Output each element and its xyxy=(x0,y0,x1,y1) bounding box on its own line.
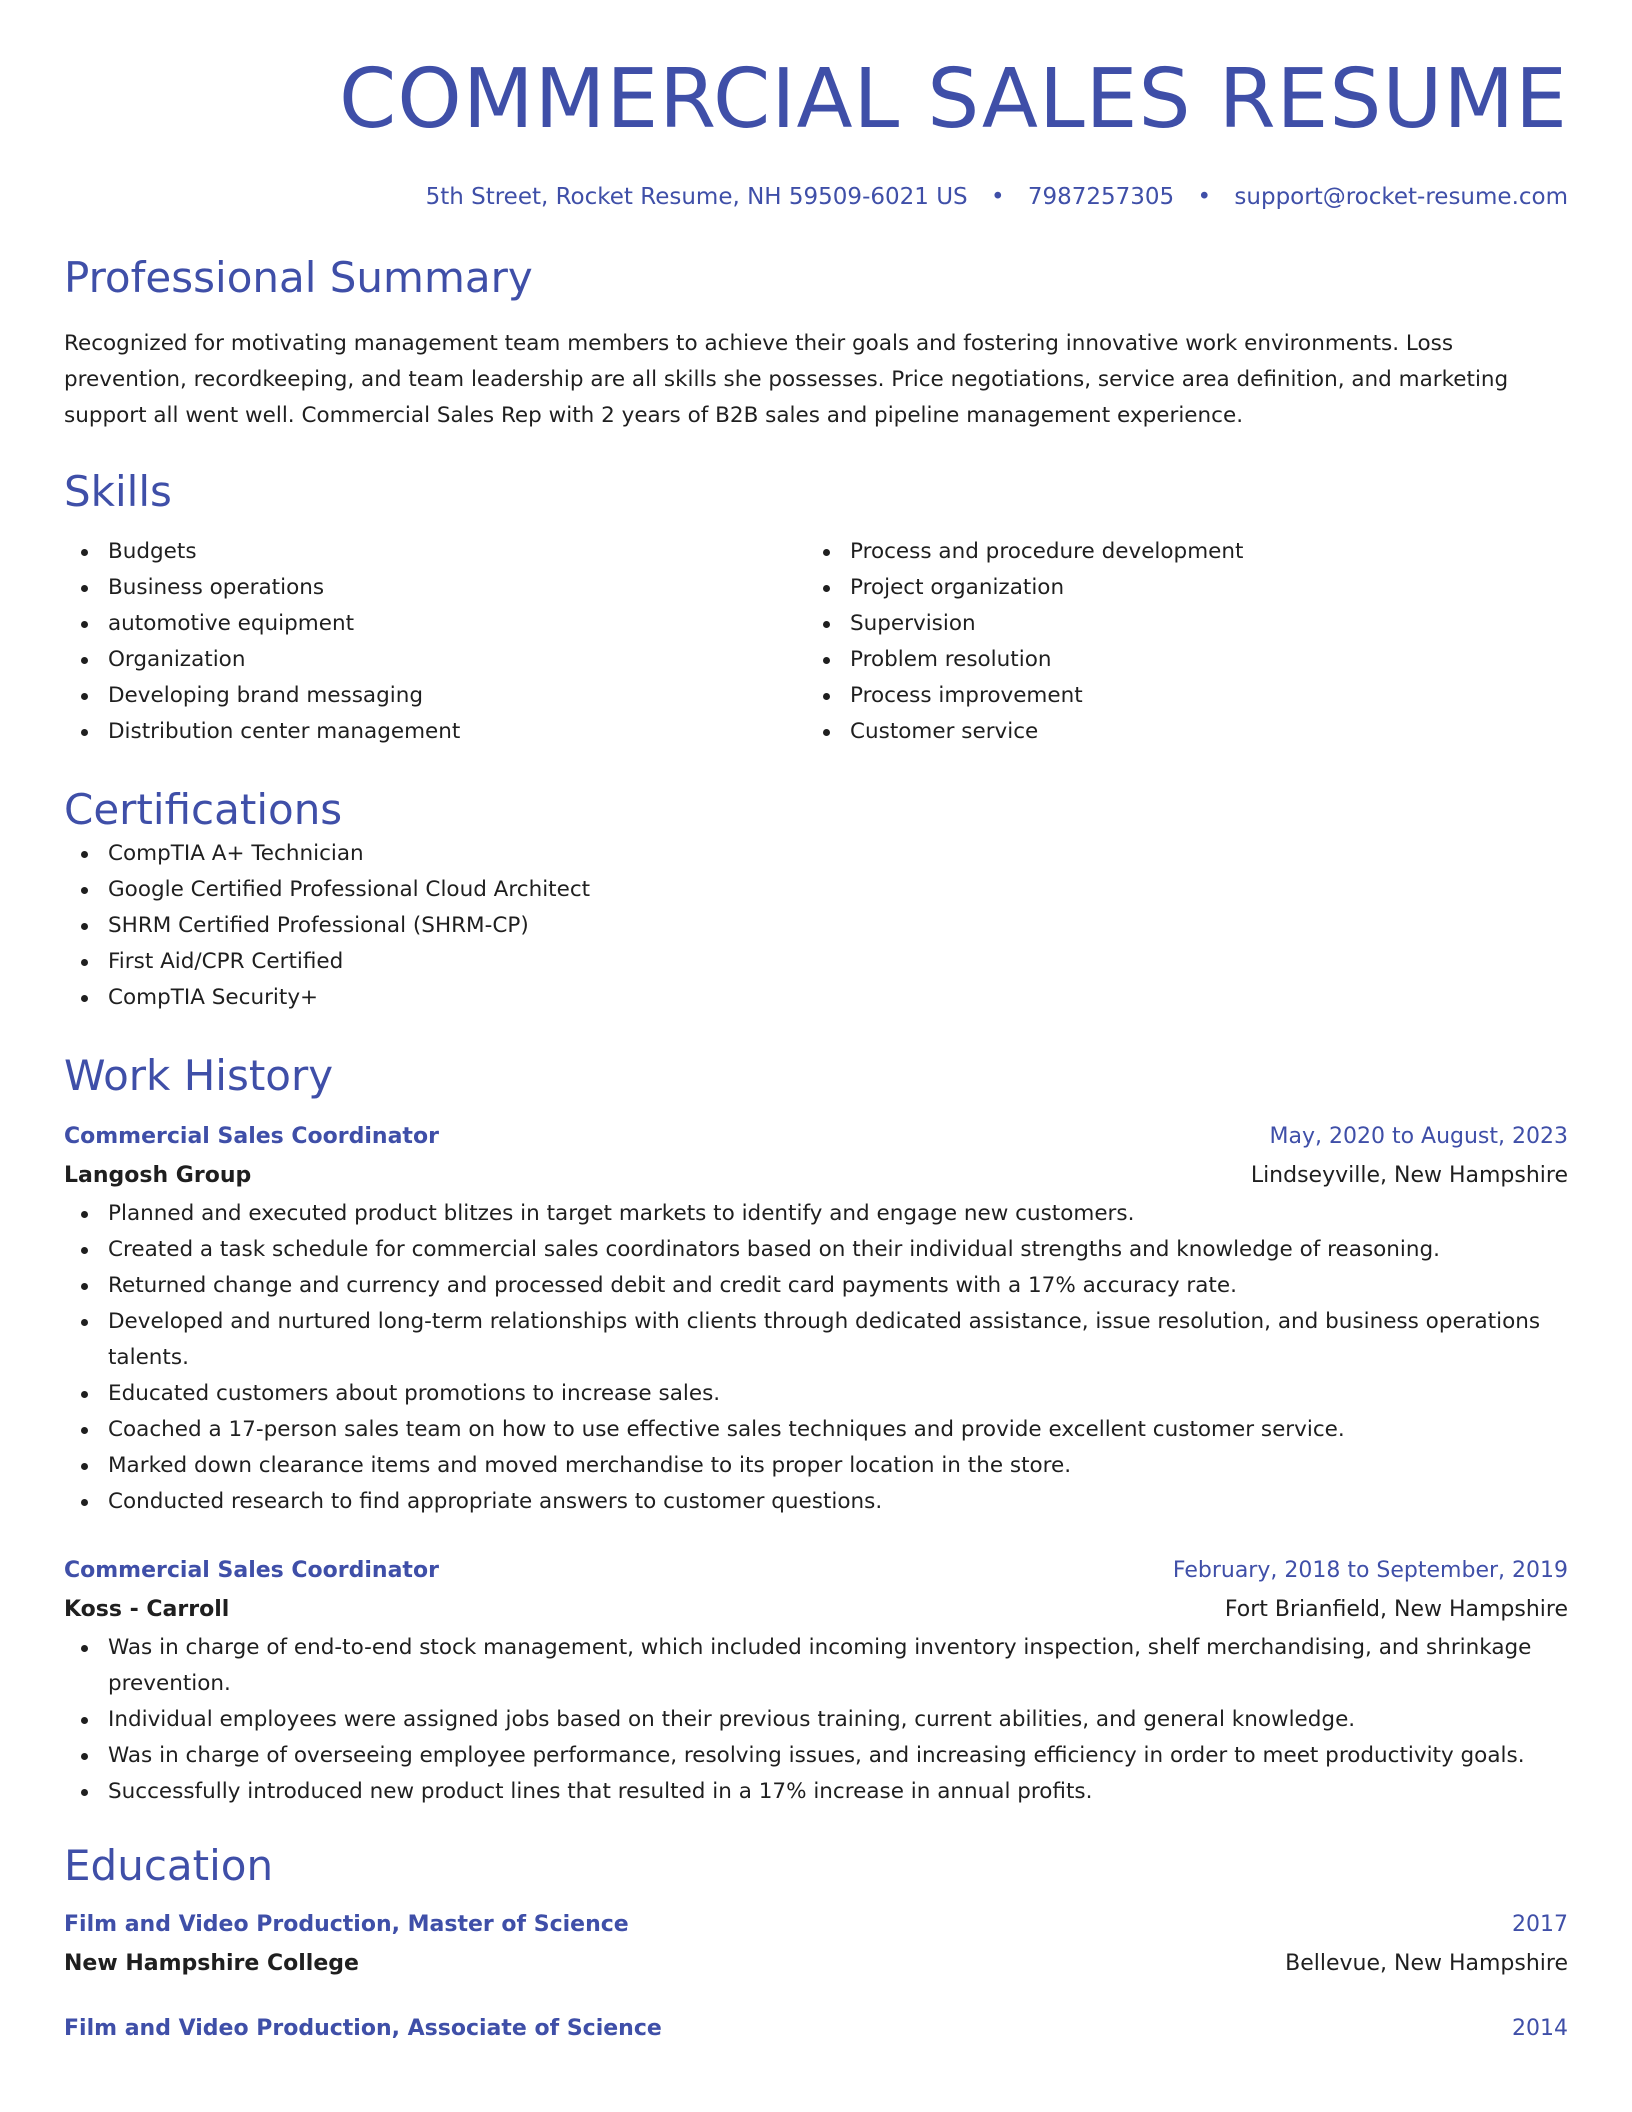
skill-item: Problem resolution xyxy=(806,642,1548,678)
work-history-section xyxy=(64,1050,1568,1810)
section-heading-work-history: Work History xyxy=(64,1051,334,1100)
job-title-row xyxy=(64,1118,1568,1156)
education-degree: Film and Video Production, Master of Science xyxy=(64,1912,629,1937)
duty-item: Successfully introduced new product lines that resulted in a 17% increase in annual profits. xyxy=(64,1774,1568,1810)
duty-item: Developed and nurtured long-term relationships with clients through dedicated assistance, issue resolution, and business operations talents. xyxy=(64,1304,1568,1376)
contact-phone: 7987257305 xyxy=(1027,184,1175,210)
duty-item: Was in charge of end-to-end stock management, which included incoming inventory inspection, shelf merchandising, and shrinkage prevention. xyxy=(64,1630,1568,1702)
duty-item: Was in charge of overseeing employee performance, resolving issues, and increasing efficiency in order to meet productivity goals. xyxy=(64,1738,1568,1774)
contact-separator: • xyxy=(1197,184,1212,210)
education-location: Bellevue, New Hampshire xyxy=(1285,1951,1568,1976)
job-entry xyxy=(64,1552,1568,1810)
education-school-row xyxy=(64,1944,1568,1984)
skill-item: Supervision xyxy=(806,606,1548,642)
job-dates: May, 2020 to August, 2023 xyxy=(1269,1124,1568,1149)
education-entry xyxy=(64,1906,1568,1984)
duty-item: Conducted research to find appropriate answers to customer questions. xyxy=(64,1484,1568,1520)
education-section xyxy=(64,1840,1568,2048)
skill-item: Process and procedure development xyxy=(806,534,1548,570)
certification-item: SHRM Certified Professional (SHRM-CP) xyxy=(64,908,1568,944)
education-degree: Film and Video Production, Associate of Science xyxy=(64,2016,662,2041)
job-title-row xyxy=(64,1552,1568,1590)
section-heading-summary: Professional Summary xyxy=(64,253,533,302)
job-entry xyxy=(64,1118,1568,1520)
section-heading-education: Education xyxy=(64,1841,274,1890)
resume-header xyxy=(64,0,1568,212)
job-duties-list xyxy=(64,1196,1568,1520)
certification-item: Google Certified Professional Cloud Architect xyxy=(64,872,1568,908)
duty-item: Marked down clearance items and moved merchandise to its proper location in the store. xyxy=(64,1448,1568,1484)
duty-item: Individual employees were assigned jobs based on their previous training, current abilities, and general knowledge. xyxy=(64,1702,1568,1738)
education-entry xyxy=(64,2010,1568,2048)
skill-item: Organization xyxy=(64,642,806,678)
certification-item: First Aid/CPR Certified xyxy=(64,944,1568,980)
job-title: Commercial Sales Coordinator xyxy=(64,1124,439,1149)
job-location: Fort Brianfield, New Hampshire xyxy=(1224,1597,1568,1622)
job-company-row xyxy=(64,1590,1568,1630)
skill-item: Project organization xyxy=(806,570,1548,606)
duty-item: Educated customers about promotions to increase sales. xyxy=(64,1376,1568,1412)
education-year: 2017 xyxy=(1512,1912,1568,1937)
summary-text: Recognized for motivating management team members to achieve their goals and fostering innovative work environments. Loss prevention, recordkeeping, and team leadership are all skills she possesses. Price negotiations, service area definition, and marketing support all went well. Commercial Sales Rep with 2 years of B2B sales and pipeline management experience. xyxy=(64,331,1509,428)
duty-item: Planned and executed product blitzes in target markets to identify and engage new customers. xyxy=(64,1196,1568,1232)
job-dates: February, 2018 to September, 2019 xyxy=(1172,1558,1568,1583)
skill-item: Process improvement xyxy=(806,678,1548,714)
job-duties-list xyxy=(64,1630,1568,1810)
contact-address: 5th Street, Rocket Resume, NH 59509-6021 US xyxy=(425,184,968,210)
section-heading-certifications: Certifications xyxy=(64,785,343,834)
duty-item: Created a task schedule for commercial sales coordinators based on their individual strengths and knowledge of reasoning. xyxy=(64,1232,1568,1268)
contact-email: support@rocket-resume.com xyxy=(1234,184,1568,210)
certifications-list xyxy=(64,836,1568,1016)
skill-item: Developing brand messaging xyxy=(64,678,806,714)
skills-columns xyxy=(64,534,1568,750)
skill-item: automotive equipment xyxy=(64,606,806,642)
skill-item: Distribution center management xyxy=(64,714,806,750)
skill-item: Budgets xyxy=(64,534,806,570)
certifications-section xyxy=(64,784,1568,1016)
section-heading-skills: Skills xyxy=(64,467,172,516)
summary-section xyxy=(64,252,1568,434)
education-degree-row xyxy=(64,2010,1568,2048)
skill-item: Business operations xyxy=(64,570,806,606)
job-location: Lindseyville, New Hampshire xyxy=(1250,1163,1568,1188)
education-degree-row xyxy=(64,1906,1568,1944)
skill-item: Customer service xyxy=(806,714,1548,750)
skills-list-left xyxy=(64,534,806,750)
education-year: 2014 xyxy=(1512,2016,1568,2041)
job-company-row xyxy=(64,1156,1568,1196)
certification-item: CompTIA Security+ xyxy=(64,980,1568,1016)
job-company: Koss - Carroll xyxy=(64,1597,230,1622)
duty-item: Returned change and currency and processed debit and credit card payments with a 17% accuracy rate. xyxy=(64,1268,1568,1304)
job-title: Commercial Sales Coordinator xyxy=(64,1558,439,1583)
skills-list-right xyxy=(806,534,1548,750)
certification-item: CompTIA A+ Technician xyxy=(64,836,1568,872)
contact-line xyxy=(64,182,1568,212)
skills-section xyxy=(64,466,1568,750)
contact-separator: • xyxy=(990,184,1005,210)
resume-title: COMMERCIAL SALES RESUME xyxy=(339,52,1568,147)
job-company: Langosh Group xyxy=(64,1163,252,1188)
duty-item: Coached a 17-person sales team on how to use effective sales techniques and provide excellent customer service. xyxy=(64,1412,1568,1448)
education-school: New Hampshire College xyxy=(64,1951,359,1976)
